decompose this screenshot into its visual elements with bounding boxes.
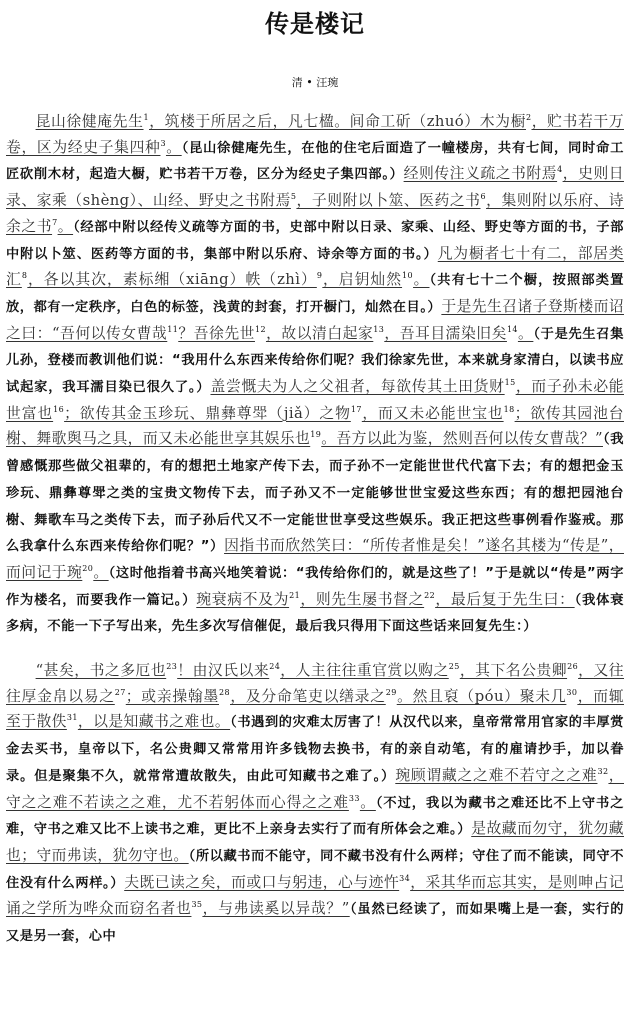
translation-text: （昆山徐健庵先生，在他的住宅后面造了一幢楼房，共有七间，同时命工匠砍削木材，起造大橱，贮书若干万卷，区分为经史子集四部。） <box>6 140 624 183</box>
translation-text: （我曾感慨那些做父祖辈的，有的想把土地家产传下去，而子孙不一定能世世代代富下去；有的想把金玉珍玩、鼎彝尊斝之类的宝贵文物传下去，而子孙又不一定能够世世宝爱这些东西；有的想把园池台榭、舞歌车马之类传下去，而子孙后代又不一定能世世享受这些娱乐。我正把这些事例看作鉴戒。那么我拿什么东西来传给你们呢？”） <box>6 432 624 555</box>
footnote-marker: 9 <box>316 271 323 281</box>
paragraph <box>6 109 624 640</box>
original-text: ，各以其次，素标缃（xiāng）帙（zhì） <box>27 271 317 289</box>
original-text: ，而辄至于散佚 <box>6 687 624 731</box>
original-text: 。 <box>517 324 534 342</box>
footnote-marker: 20 <box>82 564 94 574</box>
footnote-marker: 13 <box>373 324 385 334</box>
original-text: ；或亲操翰墨 <box>125 687 220 705</box>
footnote-marker: 12 <box>254 324 266 334</box>
original-text: ，故以清白起家 <box>265 324 374 342</box>
footnote-marker: 2 <box>525 113 532 123</box>
translation-text: （书遇到的灾难太厉害了！从汉代以来，皇帝常常用官家的丰厚赏金去买书，皇帝以下，名公贵卿又常常用许多钱物去换书，有的亲自动笔，有的雇请抄手，加以眷录。但是聚集不久，就常常遭故散失，由此可知藏书之难了。） <box>6 715 624 784</box>
document-body <box>6 109 624 950</box>
original-text: ，人主往往重官赏以购之 <box>280 662 449 680</box>
original-text: ；欲传其园池台榭、舞歌舆马之具，而又未必能世享其娱乐也 <box>6 404 624 448</box>
footnote-marker: 33 <box>348 793 360 803</box>
original-text: 。 <box>93 563 109 581</box>
original-text: 夫既已读之矣，而或口与躬违，心与迹忤 <box>124 873 400 891</box>
translation-text: （经部中附以经传义疏等方面的书，史部中附以日录、家乘、山经、野史等方面的书，子部中附以卜筮、医药等方面的书，集部中附以乐府、诗余等方面的书。） <box>6 219 624 262</box>
original-text: ，最后复于先生曰： <box>435 590 575 608</box>
original-text: 。吾方以此为鉴，然则吾何以传女曹哉？” <box>321 430 603 448</box>
translation-text: （所以藏书而不能守，同不藏书没有什么两样；守住了而不能读，同守不住没有什么两样。） <box>6 848 624 891</box>
footnote-marker: 14 <box>506 324 518 334</box>
footnote-marker: 30 <box>566 687 578 697</box>
original-text: ；欲传其金玉珍玩、鼎彝尊斝（jiǎ）之物 <box>64 404 351 422</box>
original-text: ？吾徐先世 <box>178 324 255 342</box>
translation-text: （虽然已经读了，而如果嘴上是一套，实行的又是另一套，心中 <box>6 902 624 945</box>
footnote-marker: 16 <box>53 404 65 414</box>
original-text: ，采其华而忘其实，是则呻占记诵之学所为哗众而窃名者也 <box>6 873 624 918</box>
footnote-marker: 7 <box>52 217 58 227</box>
footnote-marker: 15 <box>504 378 516 388</box>
translation-text: （这时他指着书高兴地笑着说：“我传给你们的，就是这些了！”于是就以“传是”两字作为楼名，而要我作一篇记。） <box>6 565 624 608</box>
footnote-marker: 10 <box>402 271 414 281</box>
original-text: ，以是知藏书之难也。 <box>77 713 231 731</box>
original-text: ！由汉氏以来 <box>177 662 270 680</box>
footnote-marker: 25 <box>448 662 460 672</box>
original-text: 昆山徐健庵先生 <box>35 113 144 130</box>
original-text: ，又往往厚金帛以易之 <box>6 662 625 705</box>
original-text: 于是先生召诸子登斯楼而诏之曰：“吾何以传女曹哉 <box>6 297 624 342</box>
translation-text: （我体衰多病，不能一下子写出来，先生多次写信催促，最后我只得用下面这些话来回复先生：） <box>6 592 624 635</box>
document-title: 传是楼记 <box>265 10 365 38</box>
footnote-marker: 8 <box>21 271 28 281</box>
translation-text: （共有七十二个橱，按照部类置放，都有一定秩序，白色的标签，浅黄的封套，打开橱门，灿然在目。） <box>6 273 624 315</box>
footnote-marker: 23 <box>166 662 178 672</box>
original-text: ，子则附以卜筮、医药之书 <box>296 192 481 210</box>
original-text: 琬顾谓藏之之难不若守之之难 <box>395 766 598 784</box>
original-text: 。 <box>57 217 74 235</box>
original-text: 。 <box>413 271 430 289</box>
original-text: 。然且裒（póu）聚未几 <box>396 687 567 705</box>
footnote-marker: 22 <box>424 590 436 600</box>
footnote-marker: 32 <box>597 766 609 776</box>
footnote-marker: 5 <box>290 192 297 202</box>
original-text: 琬衰病不及为 <box>196 590 290 608</box>
original-text: ，与弗读奚以异哉？” <box>202 900 350 918</box>
original-text: 因指书而欣然笑曰：“所传者惟是矣！”遂名其楼为“传是”，而问记于琬 <box>6 537 624 581</box>
original-text: ，及分命笔吏以缮录之 <box>230 687 386 705</box>
translation-text: （不过，我以为藏书之难还比不上守书之难，守书之难又比不上读书之难，更比不上亲身去实行了而有所体会之难。） <box>6 795 625 838</box>
footnote-marker: 18 <box>503 404 515 414</box>
footnote-marker: 17 <box>350 404 362 414</box>
original-text: 。 <box>359 793 376 811</box>
footnote-marker: 24 <box>269 662 281 672</box>
original-text: 经则传注义疏之书附焉 <box>403 165 558 183</box>
original-text: 盖尝慨夫为人之父祖者，每欲传其土田货财 <box>210 378 505 396</box>
footnote-marker: 21 <box>289 590 301 600</box>
author-line: 清 • 汪琬 <box>291 76 339 89</box>
footnote-marker: 19 <box>310 430 322 440</box>
original-text: 。 <box>165 138 182 156</box>
footnote-marker: 11 <box>167 324 179 334</box>
original-text: ，启钥灿然 <box>322 271 403 289</box>
paragraph <box>6 658 624 950</box>
original-text: ，筑楼于所居之后，凡七楹。间命工斫（zhuó）木为橱 <box>149 113 526 130</box>
original-text: 凡为橱者七十有二，部居类汇 <box>6 244 624 289</box>
original-text: “甚矣，书之多厄也 <box>35 662 167 680</box>
original-text: ，则先生屡书督之 <box>300 590 425 608</box>
footnote-marker: 1 <box>143 113 150 123</box>
original-text: ，贮书若干万卷，区为经史子集四种 <box>6 113 624 156</box>
footnote-marker: 26 <box>567 662 579 672</box>
footnote-marker: 28 <box>219 687 230 697</box>
original-text: 是故藏而勿守，犹勿藏也；守而弗读，犹勿守也。 <box>6 820 624 864</box>
footnote-marker: 35 <box>191 900 203 910</box>
footnote-marker: 3 <box>160 138 166 148</box>
footnote-marker: 6 <box>480 192 487 202</box>
original-text: ，而又未必能世宝也 <box>361 404 504 422</box>
footnote-marker: 29 <box>385 687 397 697</box>
original-text: ，集则附以乐府、诗余之书 <box>6 192 624 235</box>
original-text: ，其下名公贵卿 <box>459 662 568 680</box>
original-text: ，而子孙未必能世富也 <box>6 378 624 422</box>
original-text: ，守之之难不若读之之难，尤不若躬体而心得之之难 <box>6 766 624 811</box>
translation-text: （于是先生召集儿孙，登楼而教训他们说：“我用什么东西来传给你们呢？我们徐家先世，本来就身家清白，以读书应试起家，我耳濡目染已很久了。） <box>6 326 624 396</box>
footnote-marker: 31 <box>66 713 78 723</box>
footnote-marker: 34 <box>399 873 411 883</box>
original-text: ，史则日录、家乘（shèng）、山经、野史之书附焉 <box>6 165 624 210</box>
footnote-marker: 27 <box>114 687 126 697</box>
original-text: ，吾耳目濡染旧矣 <box>384 324 507 342</box>
footnote-marker: 4 <box>557 165 563 175</box>
